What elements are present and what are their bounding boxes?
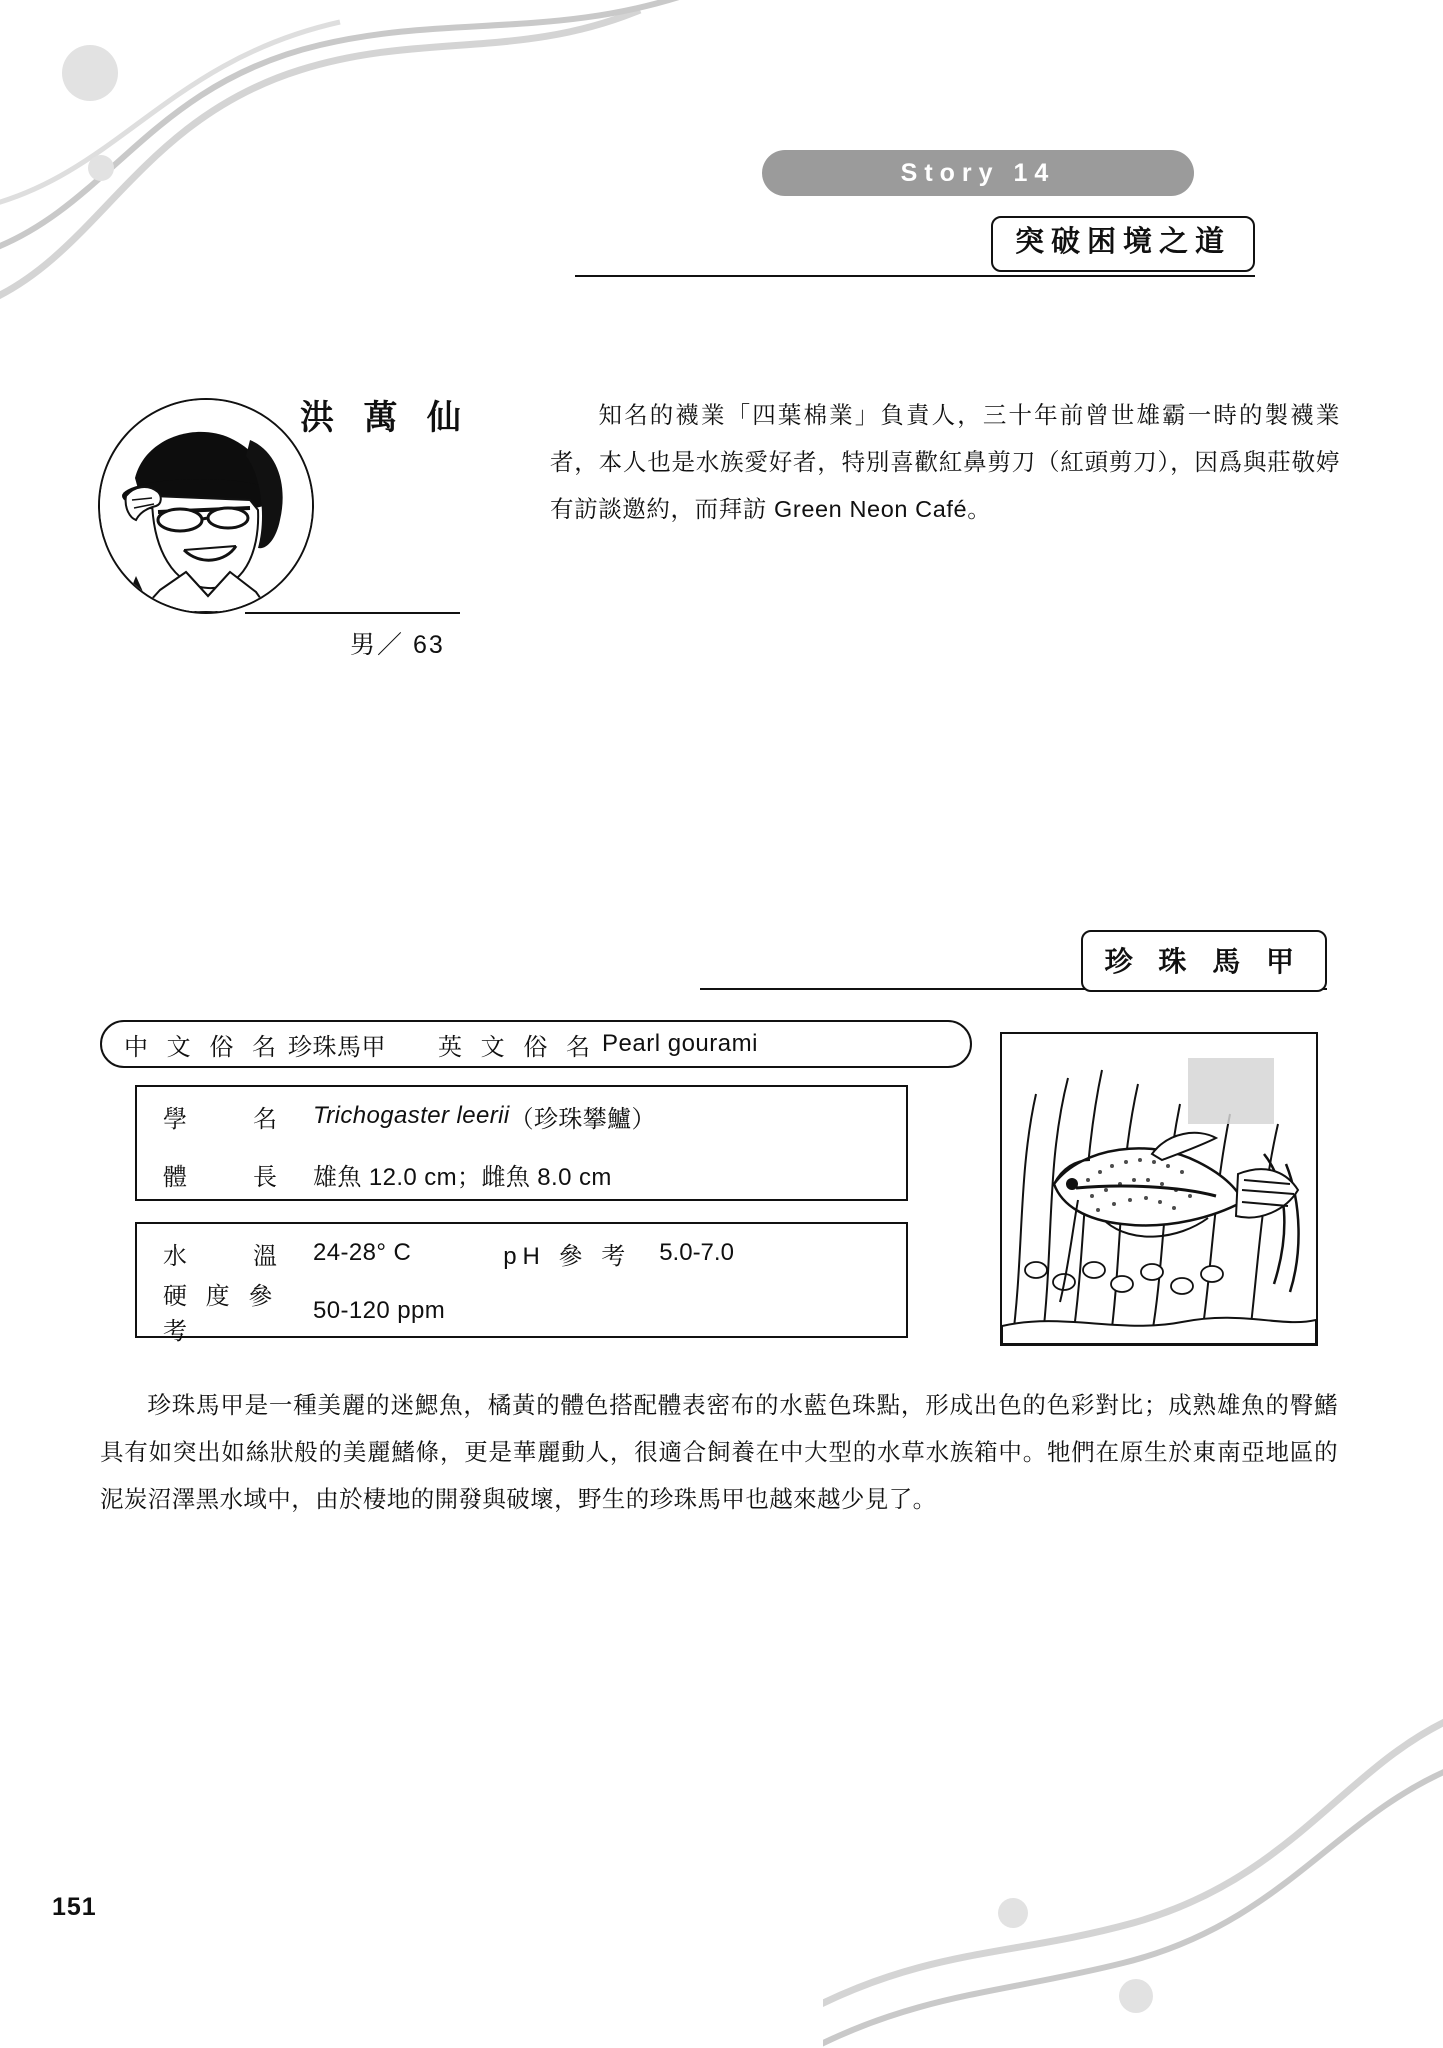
story-title-block xyxy=(575,216,1255,278)
character-description-text: 知名的襪業「四葉棉業」負責人，三十年前曾世雄霸一時的製襪業者，本人也是水族愛好者，特別喜歡紅鼻剪刀（紅頭剪刀），因爲與莊敬婷有訪談邀約，而拜訪 Green Neon Café。 xyxy=(550,402,1340,522)
decorative-dot xyxy=(88,155,114,181)
character-meta: 男／ 63 xyxy=(350,631,445,659)
body-length-value: 雄魚 12.0 cm；雌魚 8.0 cm xyxy=(313,1163,612,1191)
hardness-label: 硬 度 參 考 xyxy=(163,1283,279,1345)
decorative-swoosh-top xyxy=(0,0,760,330)
species-heading: 珍 珠 馬 甲 xyxy=(1081,930,1327,992)
water-temp-value: 24-28° C xyxy=(313,1239,412,1266)
body-length-label: 體 長 xyxy=(163,1163,283,1191)
page-number: 151 xyxy=(52,1893,97,1921)
species-name-box xyxy=(100,1020,972,1068)
decorative-dot xyxy=(998,1898,1028,1928)
story-title: 突破困境之道 xyxy=(991,216,1255,272)
scientific-name-note: （珍珠攀鱸） xyxy=(509,1105,656,1133)
character-meta-rule xyxy=(245,612,460,614)
water-temp-row xyxy=(137,1224,906,1282)
ph-value: 5.0-7.0 xyxy=(659,1239,734,1266)
chinese-name-label: 中 文 俗 名 xyxy=(124,1033,283,1061)
scientific-name-row xyxy=(137,1087,906,1145)
english-name-label: 英 文 俗 名 xyxy=(438,1033,597,1061)
pearl-gourami-illustration xyxy=(1000,1032,1318,1346)
decorative-dot xyxy=(1119,1979,1153,2013)
character-name: 洪 萬 仙 xyxy=(300,399,471,437)
species-heading-block xyxy=(700,930,1327,992)
character-description xyxy=(550,392,1340,533)
species-description xyxy=(100,1382,1338,1523)
english-name-value: Pearl gourami xyxy=(602,1030,758,1057)
decorative-dot xyxy=(62,45,118,101)
species-info-box-basic xyxy=(135,1085,908,1201)
scientific-name-value: Trichogaster leerii xyxy=(313,1102,510,1129)
story-title-rule xyxy=(575,275,1255,277)
species-info-box-water xyxy=(135,1222,908,1345)
story-tag: Story 14 xyxy=(762,150,1194,196)
ph-label: pH 參 考 xyxy=(503,1242,632,1270)
chinese-name-value: 珍珠馬甲 xyxy=(288,1033,387,1061)
water-temp-label: 水 溫 xyxy=(163,1242,283,1270)
character-portrait xyxy=(98,398,314,614)
hardness-value: 50-120 ppm xyxy=(313,1297,446,1324)
species-description-text: 珍珠馬甲是一種美麗的迷鰓魚，橘黃的體色搭配體表密布的水藍色珠點，形成出色的色彩對比；成熟雄魚的臀鰭具有如突出如絲狀般的美麗鰭條，更是華麗動人，很適合飼養在中大型的水草水族箱中。牠們在原生於東南亞地區的泥炭沼澤黑水域中，由於棲地的開發與破壞，野生的珍珠馬甲也越來越少見了。 xyxy=(100,1392,1338,1512)
body-length-row xyxy=(137,1145,906,1203)
hardness-row xyxy=(137,1282,906,1345)
scientific-name-label: 學 名 xyxy=(163,1105,283,1133)
